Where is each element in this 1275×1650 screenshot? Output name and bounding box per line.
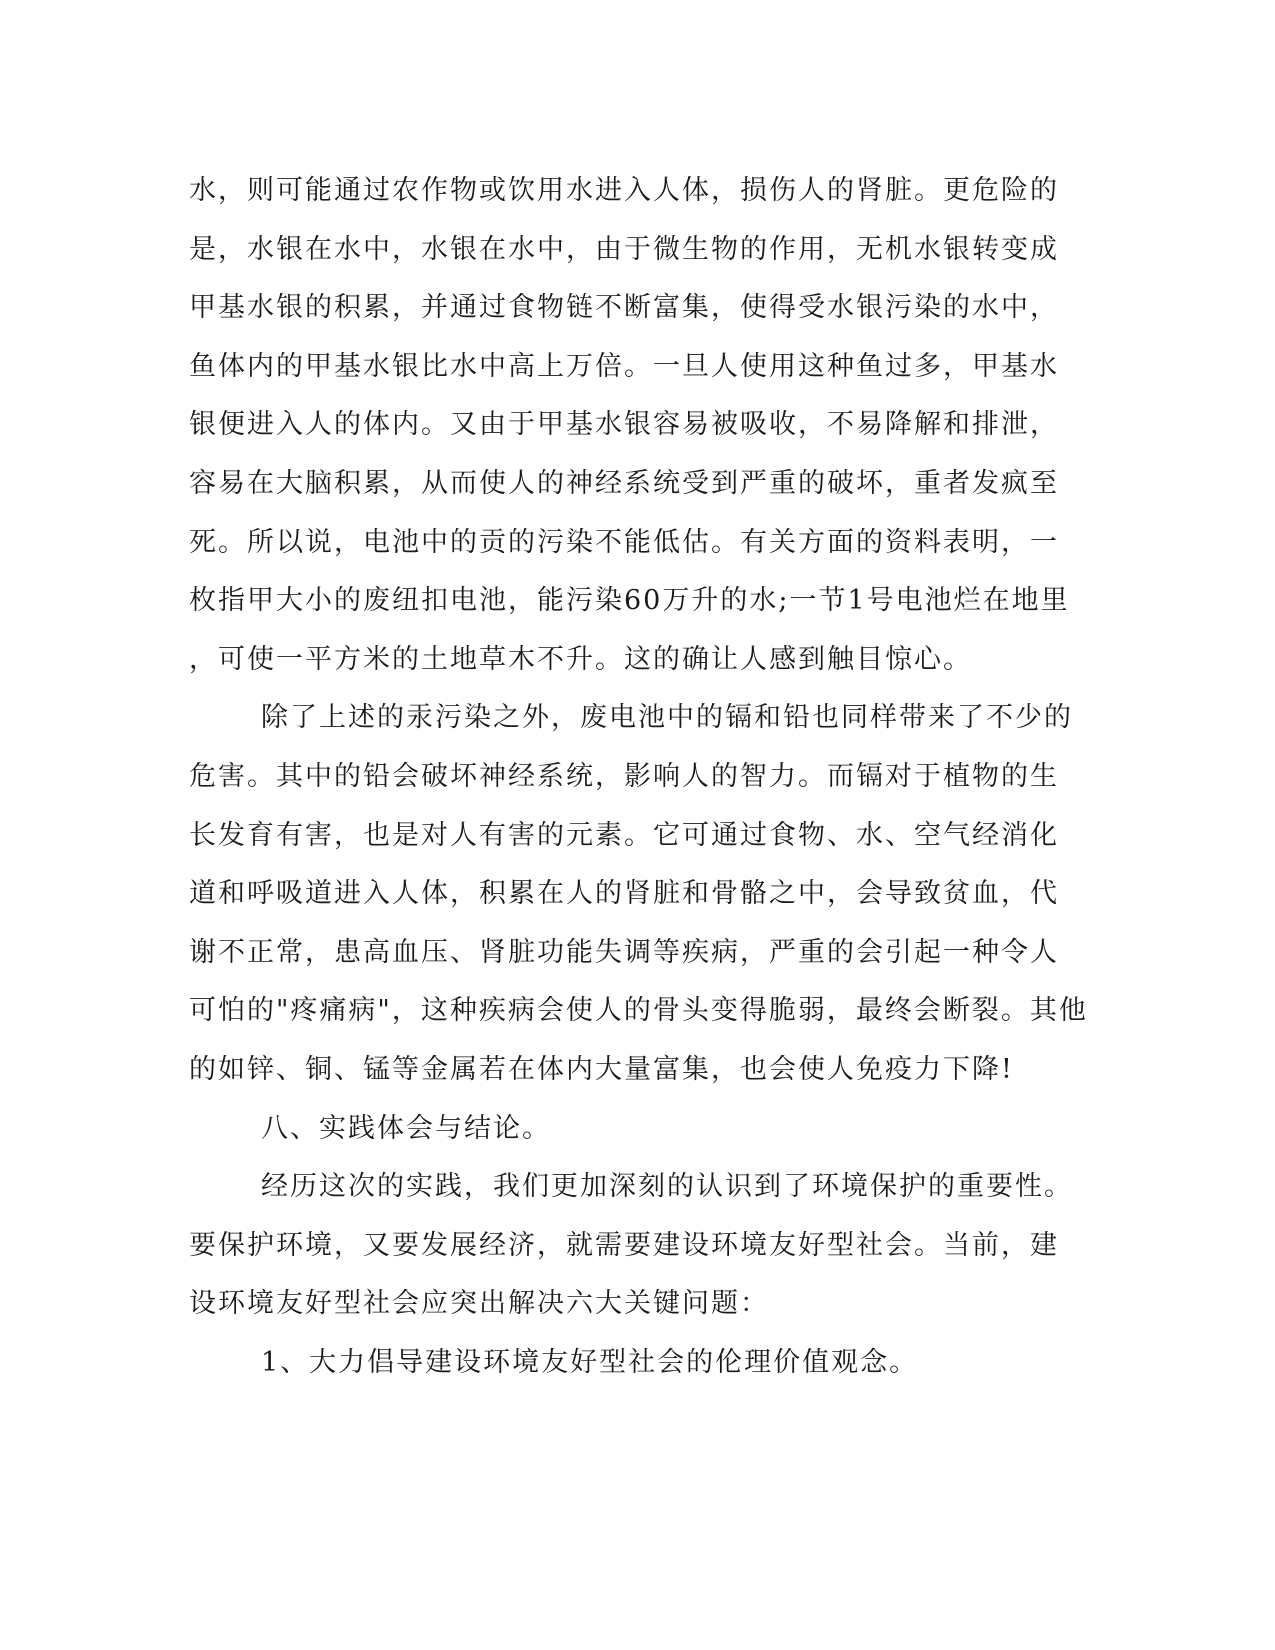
text-line: 鱼体内的甲基水银比水中高上万倍。一旦人使用这种鱼过多，甲基水 (189, 350, 1059, 382)
text-line: 银便进入人的体内。又由于甲基水银容易被吸收，不易降解和排泄， (189, 409, 1059, 441)
section-heading: 八、实践体会与结论。 (261, 1112, 551, 1144)
text-line: 水，则可能通过农作物或饮用水进入人体，损伤人的肾脏。更危险的 (189, 175, 1059, 206)
text-line: 死。所以说，电池中的贡的污染不能低估。有关方面的资料表明，一 (189, 526, 1059, 558)
text-line: 枚指甲大小的废纽扣电池，能污染60万升的水;一节1号电池烂在地里 (189, 585, 1070, 617)
paragraph-start-line: 经历这次的实践，我们更加深刻的认识到了环境保护的重要性。 (261, 1171, 1073, 1203)
text-line: 道和呼吸道进入人体，积累在人的肾脏和骨骼之中，会导致贫血，代 (189, 878, 1059, 910)
list-item: 1、大力倡导建设环境友好型社会的伦理价值观念。 (261, 1346, 919, 1378)
text-line: 设环境友好型社会应突出解决六大关键问题： (189, 1288, 769, 1320)
text-line: 可怕的"疼痛病"，这种疾病会使人的骨头变得脆弱，最终会断裂。其他 (189, 995, 1088, 1027)
text-line: 危害。其中的铅会破坏神经系统，影响人的智力。而镉对于植物的生 (189, 760, 1059, 792)
body-text (189, 162, 1088, 1392)
text-line: 长发育有害，也是对人有害的元素。它可通过食物、水、空气经消化 (189, 819, 1059, 851)
text-line: ，可使一平方米的土地草木不升。这的确让人感到触目惊心。 (189, 643, 972, 675)
text-line: 容易在大脑积累，从而使人的神经系统受到严重的破坏，重者发疯至 (189, 467, 1059, 499)
text-line: 是，水银在水中，水银在水中，由于微生物的作用，无机水银转变成 (189, 233, 1059, 265)
text-line: 谢不正常，患高血压、肾脏功能失调等疾病，严重的会引起一种令人 (189, 936, 1059, 968)
text-line: 的如锌、铜、锰等金属若在体内大量富集，也会使人免疫力下降! (189, 1053, 1014, 1085)
paragraph-start-line: 除了上述的汞污染之外，废电池中的镉和铅也同样带来了不少的 (261, 702, 1073, 734)
text-line: 要保护环境，又要发展经济，就需要建设环境友好型社会。当前，建 (189, 1229, 1059, 1261)
text-line: 甲基水银的积累，并通过食物链不断富集，使得受水银污染的水中， (189, 292, 1059, 324)
